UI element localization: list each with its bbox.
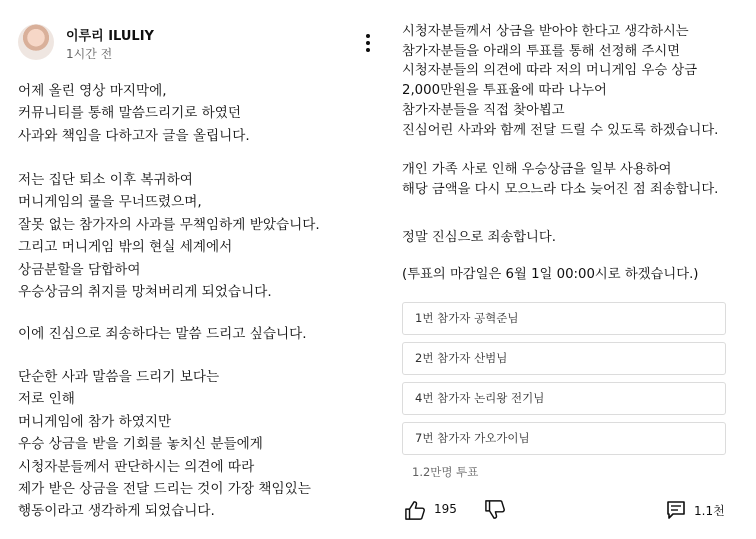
- post-paragraph: 개인 가족 사로 인해 우승상금을 일부 사용하여 해당 금액을 다시 모으느라 다소 늦어진 점 죄송합니다.: [402, 162, 719, 197]
- more-options-icon[interactable]: [364, 34, 372, 52]
- poll-option[interactable]: 1번 참가자 공혁준님: [402, 302, 726, 335]
- comment-icon[interactable]: [666, 500, 686, 520]
- post-paragraph: 정말 진심으로 죄송합니다.: [402, 230, 556, 245]
- poll-option[interactable]: 4번 참가자 논리왕 전기님: [402, 382, 726, 415]
- post-time: 1시간 전: [66, 47, 113, 61]
- post-paragraph: 단순한 사과 말씀을 드리기 보다는 저로 인해 머니게임에 참가 하였지만 우승 상금을 받을 기회를 놓치신 분들에게 시청자분들께서 판단하시는 의견에 따라 제가 받은 상금을 전달 드리는 것이 가장 책임있는 행동이라고 생각하게 되었습니다.: [18, 369, 311, 520]
- avatar[interactable]: [18, 24, 54, 60]
- post-paragraph: 저는 집단 퇴소 이후 복귀하여 머니게임의 룰을 무너뜨렸으며, 잘못 없는 참가자의 사과를 무책임하게 받았습니다. 그리고 머니게임 밖의 현실 세계에서 상금분할을 담합하여 우승상금의 취지를 망쳐버리게 되었습니다.: [18, 172, 320, 301]
- post-left-column: [0, 0, 372, 539]
- poll-option[interactable]: 7번 참가자 가오가이님: [402, 422, 726, 455]
- author-name[interactable]: 이루리 ILULIY: [66, 29, 154, 44]
- post-paragraph: 어제 올린 영상 마지막에, 커뮤니티를 통해 말씀드리기로 하였던 사과와 책임을 다하고자 글을 올립니다.: [18, 83, 250, 144]
- post-paragraph: 이에 진심으로 죄송하다는 말씀 드리고 싶습니다.: [18, 326, 307, 342]
- poll-vote-count: 1.2만명 투표: [412, 465, 479, 479]
- thumbs-up-icon[interactable]: [404, 500, 426, 520]
- comment-count: 1.1천: [694, 504, 725, 518]
- poll-option[interactable]: 2번 참가자 산범님: [402, 342, 726, 375]
- post-paragraph: (투표의 마감일은 6월 1일 00:00시로 하겠습니다.): [402, 267, 699, 282]
- like-count: 195: [434, 502, 457, 516]
- post-paragraph: 시청자분들께서 상금을 받아야 한다고 생각하시는 참가자분들을 아래의 투표를 통해 선정해 주시면 시청자분들의 의견에 따라 저의 머니게임 우승 상금 2,000만원을 투표율에 따라 나누어 참가자분들을 직접 찾아뵙고 진심어린 사과와 함께 전달 드릴 수 있도록 하겠습니다.: [402, 24, 719, 138]
- post-right-column: [384, 0, 756, 539]
- thumbs-down-icon[interactable]: [484, 500, 506, 520]
